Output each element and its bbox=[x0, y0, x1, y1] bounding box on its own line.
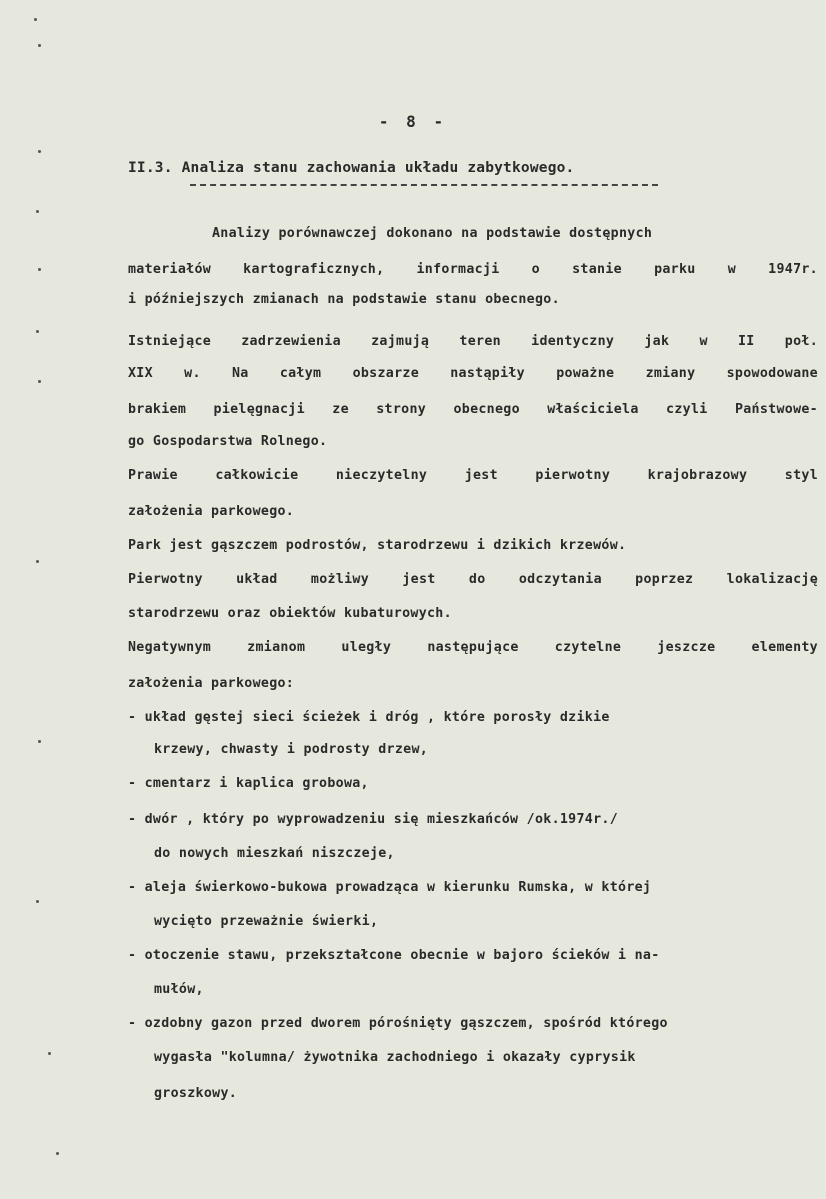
text-line: do nowych mieszkań niszczeje, bbox=[154, 846, 395, 861]
margin-dot bbox=[48, 1052, 51, 1055]
text-line: wygasła "kolumna/ żywotnika zachodniego i okazały cyprysik bbox=[154, 1050, 636, 1065]
text-line: Pierwotny układ możliwy jest do odczytania poprzez lokalizację bbox=[128, 572, 818, 587]
margin-dot bbox=[38, 268, 41, 271]
margin-dot bbox=[38, 150, 41, 153]
margin-dot bbox=[38, 740, 41, 743]
margin-dot bbox=[36, 900, 39, 903]
section-heading: II.3. Analiza stanu zachowania układu zabytkowego. bbox=[128, 160, 575, 176]
text-line: brakiem pielęgnacji ze strony obecnego właściciela czyli Państwowe- bbox=[128, 402, 818, 417]
text-line: - cmentarz i kaplica grobowa, bbox=[128, 776, 369, 791]
text-line: groszkowy. bbox=[154, 1086, 238, 1101]
heading-underline bbox=[190, 184, 658, 186]
text-line: - ozdobny gazon przed dworem pórośnięty gąszczem, spośród którego bbox=[128, 1016, 668, 1031]
text-line: założenia parkowego: bbox=[128, 676, 295, 691]
margin-dot bbox=[36, 560, 39, 563]
text-line: starodrzewu oraz obiektów kubaturowych. bbox=[128, 606, 452, 621]
text-line: Analizy porównawczej dokonano na podstawie dostępnych bbox=[212, 226, 653, 241]
text-line: krzewy, chwasty i podrosty drzew, bbox=[154, 742, 429, 757]
text-line: założenia parkowego. bbox=[128, 504, 295, 519]
text-line: Istniejące zadrzewienia zajmują teren identyczny jak w II poł. bbox=[128, 334, 818, 349]
text-line: go Gospodarstwa Rolnego. bbox=[128, 434, 328, 449]
page-number: - 8 - bbox=[378, 112, 448, 131]
margin-dot bbox=[38, 380, 41, 383]
text-line: - dwór , który po wyprowadzeniu się mieszkańców /ok.1974r./ bbox=[128, 812, 619, 827]
text-line: Prawie całkowicie nieczytelny jest pierwotny krajobrazowy styl bbox=[128, 468, 818, 483]
text-line: XIX w. Na całym obszarze nastąpiły poważne zmiany spowodowane bbox=[128, 366, 818, 381]
text-line: mułów, bbox=[154, 982, 204, 997]
margin-dot bbox=[56, 1152, 59, 1155]
margin-dot bbox=[36, 210, 39, 213]
text-line: Negatywnym zmianom uległy następujące czytelne jeszcze elementy bbox=[128, 640, 818, 655]
margin-dot bbox=[36, 330, 39, 333]
text-line: - otoczenie stawu, przekształcone obecnie w bajoro ścieków i na- bbox=[128, 948, 660, 963]
text-line: i późniejszych zmianach na podstawie stanu obecnego. bbox=[128, 292, 560, 307]
text-line: materiałów kartograficznych, informacji o stanie parku w 1947r. bbox=[128, 262, 818, 277]
text-line: Park jest gąszczem podrostów, starodrzewu i dzikich krzewów. bbox=[128, 538, 627, 553]
text-line: wycięto przeważnie świerki, bbox=[154, 914, 379, 929]
text-line: - układ gęstej sieci ścieżek i dróg , które porosły dzikie bbox=[128, 710, 610, 725]
margin-dot bbox=[38, 44, 41, 47]
margin-dot bbox=[34, 18, 37, 21]
text-line: - aleja świerkowo-bukowa prowadząca w kierunku Rumska, w której bbox=[128, 880, 652, 895]
